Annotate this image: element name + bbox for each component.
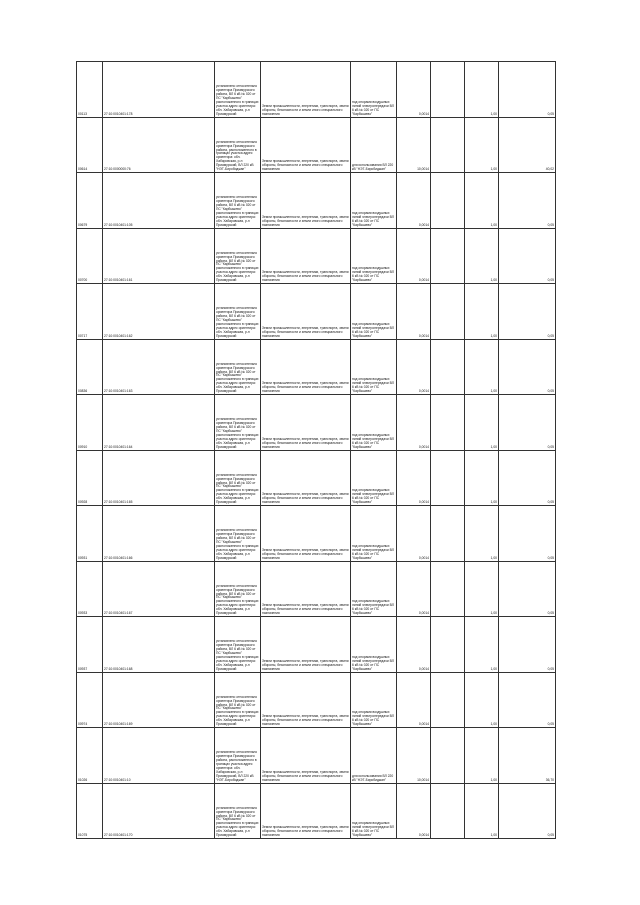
cadastral-number-cell: 27:10:0010401:169: [103, 672, 215, 728]
permitted-use-cell: под опорами воздушных линий электропередачи ВЛ 6 кВ № 020 от ПС "Карбышево": [351, 62, 397, 118]
permitted-use-cell: под опорами воздушных линий электропередачи ВЛ 6 кВ № 020 от ПС "Карбышево": [351, 395, 397, 451]
land-category-cell: Земли промышленности, энергетики, транспорта, земли обороны, безопасности и земли иного специального назначения: [261, 561, 351, 617]
permitted-use-cell: под опорами воздушных линий электропередачи ВЛ 6 кВ № 020 от ПС "Карбышево": [351, 228, 397, 284]
row-number-cell: 01075: [77, 783, 103, 839]
value-cell: 0,05: [499, 450, 556, 506]
land-category-cell: Земли промышленности, энергетики, транспорта, земли обороны, безопасности и земли иного специального назначения: [261, 617, 351, 673]
value-cell: 0,05: [499, 228, 556, 284]
cadastral-number-cell: 27:10:0000000:76: [103, 117, 215, 173]
row-number-cell: 00933: [77, 561, 103, 617]
empty-cell: [431, 728, 465, 784]
cadastral-number-cell: 27:10:0010401:178: [103, 62, 215, 118]
empty-cell: [431, 672, 465, 728]
coefficient-cell: 1,00: [465, 783, 499, 839]
table-row: [77, 395, 556, 451]
land-category-cell: Земли промышленности, энергетики, транспорта, земли обороны, безопасности и земли иного специального назначения: [261, 117, 351, 173]
location-cell: установлено относительно ориентира Приамурского района, расположенного в границах участка адрес ориентира: обл. Хабаровская, р-н Приамурский, ВЛ 220 кВ "НЭТ-Биробиджан": [215, 117, 261, 173]
value-cell: 40,02: [499, 117, 556, 173]
row-number-cell: 00937: [77, 617, 103, 673]
location-cell: установлено относительно ориентира Приамурского района, ВЛ 6 кВ № 020 от ПС "Карбышево" расположенного в границах участка адрес ориентира: обл. Хабаровская, р-н Приамурский: [215, 173, 261, 229]
area-cell: 0,0014: [397, 284, 431, 340]
row-number-cell: 00836: [77, 339, 103, 395]
cadastral-number-cell: 27:10:0010401:161: [103, 228, 215, 284]
empty-cell: [431, 339, 465, 395]
permitted-use-cell: под опорами воздушных линий электропередачи ВЛ 6 кВ № 020 от ПС "Карбышево": [351, 617, 397, 673]
coefficient-cell: 1,00: [465, 284, 499, 340]
row-number-cell: 00113: [77, 62, 103, 118]
location-cell: установлено относительно ориентира Приамурского района, ВЛ 6 кВ № 020 от ПС "Карбышево" расположенного в границах участка адрес ориентира: обл. Хабаровская, р-н Приамурский: [215, 783, 261, 839]
row-number-cell: 00974: [77, 672, 103, 728]
area-cell: 10,0014: [397, 728, 431, 784]
location-cell: установлено относительно ориентира Приамурского района, ВЛ 6 кВ № 020 от ПС "Карбышево" расположенного в границах участка адрес ориентира: обл. Хабаровская, р-н Приамурский: [215, 395, 261, 451]
value-cell: 36,70: [499, 728, 556, 784]
permitted-use-cell: под опорами воздушных линий электропередачи ВЛ 6 кВ № 020 от ПС "Карбышево": [351, 450, 397, 506]
land-category-cell: Земли промышленности, энергетики, транспорта, земли обороны, безопасности и земли иного специального назначения: [261, 228, 351, 284]
permitted-use-cell: под опорами воздушных линий электропередачи ВЛ 6 кВ № 020 от ПС "Карбышево": [351, 783, 397, 839]
empty-cell: [431, 617, 465, 673]
table-row: [77, 506, 556, 562]
table-row: [77, 617, 556, 673]
cadastral-number-cell: 27:10:0010401:164: [103, 395, 215, 451]
coefficient-cell: 1,00: [465, 728, 499, 784]
land-plots-table: [76, 61, 556, 839]
table-row: [77, 450, 556, 506]
area-cell: 0,0014: [397, 395, 431, 451]
value-cell: 0,05: [499, 617, 556, 673]
empty-cell: [431, 173, 465, 229]
permitted-use-cell: под опорами воздушных линий электропередачи ВЛ 6 кВ № 020 от ПС "Карбышево": [351, 173, 397, 229]
table-row: [77, 62, 556, 118]
land-category-cell: Земли промышленности, энергетики, транспорта, земли обороны, безопасности и земли иного специального назначения: [261, 395, 351, 451]
value-cell: 0,05: [499, 62, 556, 118]
coefficient-cell: 1,00: [465, 395, 499, 451]
table-row: [77, 672, 556, 728]
area-cell: 0,0014: [397, 506, 431, 562]
table-row: [77, 783, 556, 839]
permitted-use-cell: под опорами воздушных линий электропередачи ВЛ 6 кВ № 020 от ПС "Карбышево": [351, 506, 397, 562]
cadastral-number-cell: 27:10:0010401:166: [103, 506, 215, 562]
table-body: [77, 62, 556, 839]
empty-cell: [431, 62, 465, 118]
table-row: [77, 228, 556, 284]
coefficient-cell: 1,00: [465, 617, 499, 673]
permitted-use-cell: для использования ВЛ 220 кВ "НЭТ-Биробиджан": [351, 728, 397, 784]
empty-cell: [431, 506, 465, 562]
empty-cell: [431, 395, 465, 451]
value-cell: 0,05: [499, 395, 556, 451]
area-cell: 0,0014: [397, 228, 431, 284]
empty-cell: [431, 284, 465, 340]
value-cell: 0,05: [499, 672, 556, 728]
empty-cell: [431, 561, 465, 617]
location-cell: установлено относительно ориентира Приамурского района, ВЛ 6 кВ № 020 от ПС "Карбышево" расположенного в границах участка адрес ориентира: обл. Хабаровская, р-н Приамурский: [215, 506, 261, 562]
value-cell: 0,05: [499, 173, 556, 229]
row-number-cell: 00931: [77, 506, 103, 562]
location-cell: установлено относительно ориентира Приамурского района, ВЛ 6 кВ № 020 от ПС "Карбышево" расположенного в границах участка адрес ориентира: обл. Хабаровская, р-н Приамурский: [215, 450, 261, 506]
table-row: [77, 284, 556, 340]
table-row: [77, 728, 556, 784]
location-cell: установлено относительно ориентира Приамурского района, ВЛ 6 кВ № 020 от ПС "Карбышево" расположенного в границах участка адрес ориентира: обл. Хабаровская, р-н Приамурский: [215, 339, 261, 395]
value-cell: 0,05: [499, 339, 556, 395]
coefficient-cell: 1,00: [465, 228, 499, 284]
area-cell: 10,0014: [397, 117, 431, 173]
permitted-use-cell: под опорами воздушных линий электропередачи ВЛ 6 кВ № 020 от ПС "Карбышево": [351, 339, 397, 395]
empty-cell: [431, 450, 465, 506]
value-cell: 0,05: [499, 284, 556, 340]
land-category-cell: Земли промышленности, энергетики, транспорта, земли обороны, безопасности и земли иного специального назначения: [261, 173, 351, 229]
location-cell: установлено относительно ориентира Приамурского района, ВЛ 6 кВ № 020 от ПС "Карбышево" расположенного в границах участка адрес ориентира: обл. Хабаровская, р-н Приамурский: [215, 62, 261, 118]
land-category-cell: Земли промышленности, энергетики, транспорта, земли обороны, безопасности и земли иного специального назначения: [261, 284, 351, 340]
location-cell: установлено относительно ориентира Приамурского района, ВЛ 6 кВ № 020 от ПС "Карбышево" расположенного в границах участка адрес ориентира: обл. Хабаровская, р-н Приамурский: [215, 284, 261, 340]
cadastral-number-cell: 27:10:0010401:168: [103, 617, 215, 673]
permitted-use-cell: под опорами воздушных линий электропередачи ВЛ 6 кВ № 020 от ПС "Карбышево": [351, 284, 397, 340]
coefficient-cell: 1,00: [465, 672, 499, 728]
location-cell: установлено относительно ориентира Приамурского района, ВЛ 6 кВ № 020 от ПС "Карбышево" расположенного в границах участка адрес ориентира: обл. Хабаровская, р-н Приамурский: [215, 228, 261, 284]
permitted-use-cell: под опорами воздушных линий электропередачи ВЛ 6 кВ № 020 от ПС "Карбышево": [351, 672, 397, 728]
area-cell: 0,0014: [397, 561, 431, 617]
value-cell: 0,05: [499, 561, 556, 617]
land-category-cell: Земли промышленности, энергетики, транспорта, земли обороны, безопасности и земли иного специального назначения: [261, 728, 351, 784]
cadastral-number-cell: 27:10:0010401:165: [103, 450, 215, 506]
cadastral-number-cell: 27:10:0010401:170: [103, 783, 215, 839]
location-cell: установлено относительно ориентира Приамурского района, ВЛ 6 кВ № 020 от ПС "Карбышево" расположенного в границах участка адрес ориентира: обл. Хабаровская, р-н Приамурский: [215, 617, 261, 673]
table-row: [77, 561, 556, 617]
area-cell: 0,0014: [397, 173, 431, 229]
empty-cell: [431, 783, 465, 839]
land-category-cell: Земли промышленности, энергетики, транспорта, земли обороны, безопасности и земли иного специального назначения: [261, 339, 351, 395]
area-cell: 0,0014: [397, 62, 431, 118]
cadastral-number-cell: 27:10:0010401:10: [103, 728, 215, 784]
empty-cell: [431, 117, 465, 173]
row-number-cell: 00928: [77, 450, 103, 506]
row-number-cell: 00700: [77, 228, 103, 284]
land-category-cell: Земли промышленности, энергетики, транспорта, земли обороны, безопасности и земли иного специального назначения: [261, 506, 351, 562]
land-category-cell: Земли промышленности, энергетики, транспорта, земли обороны, безопасности и земли иного специального назначения: [261, 783, 351, 839]
coefficient-cell: 1,00: [465, 339, 499, 395]
location-cell: установлено относительно ориентира Приамурского района, ВЛ 6 кВ № 020 от ПС "Карбышево" расположенного в границах участка адрес ориентира: обл. Хабаровская, р-н Приамурский: [215, 672, 261, 728]
permitted-use-cell: под опорами воздушных линий электропередачи ВЛ 6 кВ № 020 от ПС "Карбышево": [351, 561, 397, 617]
location-cell: установлено относительно ориентира Приамурского района, ВЛ 6 кВ № 020 от ПС "Карбышево" расположенного в границах участка адрес ориентира: обл. Хабаровская, р-н Приамурский: [215, 561, 261, 617]
area-cell: 0,0014: [397, 617, 431, 673]
row-number-cell: 01026: [77, 728, 103, 784]
empty-cell: [431, 228, 465, 284]
table-row: [77, 117, 556, 173]
area-cell: 0,0014: [397, 450, 431, 506]
coefficient-cell: 1,00: [465, 450, 499, 506]
permitted-use-cell: для использования ВЛ 220 кВ "НЭТ-Биробиджан": [351, 117, 397, 173]
row-number-cell: 00679: [77, 173, 103, 229]
value-cell: 0,05: [499, 783, 556, 839]
row-number-cell: 00910: [77, 395, 103, 451]
row-number-cell: 00614: [77, 117, 103, 173]
location-cell: установлено относительно ориентира Приамурского района, расположенного в границах участка адрес ориентира: обл. Хабаровская, р-н Приамурский, ВЛ 220 кВ "НЭТ-Биробиджан": [215, 728, 261, 784]
coefficient-cell: 1,00: [465, 117, 499, 173]
coefficient-cell: 1,00: [465, 173, 499, 229]
cadastral-number-cell: 27:10:0010401:167: [103, 561, 215, 617]
area-cell: 0,0014: [397, 672, 431, 728]
coefficient-cell: 1,00: [465, 561, 499, 617]
cadastral-number-cell: 27:10:0010401:162: [103, 284, 215, 340]
value-cell: 0,05: [499, 506, 556, 562]
land-category-cell: Земли промышленности, энергетики, транспорта, земли обороны, безопасности и земли иного специального назначения: [261, 672, 351, 728]
table-row: [77, 173, 556, 229]
area-cell: 0,0014: [397, 339, 431, 395]
coefficient-cell: 1,00: [465, 506, 499, 562]
coefficient-cell: 1,00: [465, 62, 499, 118]
land-category-cell: Земли промышленности, энергетики, транспорта, земли обороны, безопасности и земли иного специального назначения: [261, 450, 351, 506]
cadastral-number-cell: 27:10:0010401:105: [103, 173, 215, 229]
table-row: [77, 339, 556, 395]
area-cell: 0,0014: [397, 783, 431, 839]
land-category-cell: Земли промышленности, энергетики, транспорта, земли обороны, безопасности и земли иного специального назначения: [261, 62, 351, 118]
cadastral-number-cell: 27:10:0010401:163: [103, 339, 215, 395]
row-number-cell: 00717: [77, 284, 103, 340]
